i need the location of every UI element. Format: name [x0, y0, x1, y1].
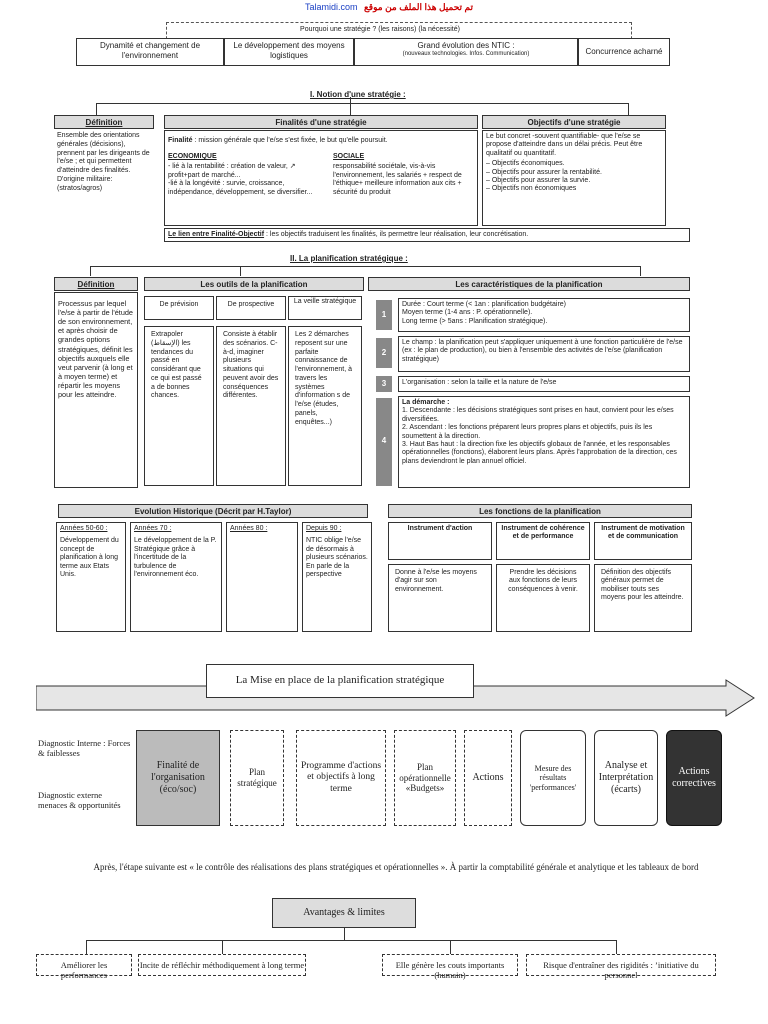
eco-text-2: -lié à la longévité : survie, croissance, indépendance, développement, se diversifier...	[168, 180, 313, 196]
finalite-text: : mission générale que l'e/se s'est fixée, le but qu'elle poursuit.	[192, 137, 388, 144]
objectifs-box	[482, 130, 666, 226]
outil-prospective-title: De prospective	[216, 296, 286, 320]
avantage-1: Améliorer les performances	[36, 954, 132, 976]
lien-label: Le lien entre Finalité-Objectif	[168, 231, 265, 238]
diagnostic-interne: Diagnostic Interne : Forces & faiblesses	[38, 738, 131, 759]
step-mesure: Mesure des résultats 'performances'	[520, 730, 586, 826]
reason-3: Grand évolution des NTIC : (nouveaux technologies. Infos. Communication)	[354, 38, 578, 66]
outil-prospective-text: Consiste à établir des scénarios. C-à-d, imaginer plusieurs situations qui peuvent avoir des conséquences différentes.	[216, 326, 286, 486]
evolution-1: Années 50-60 : Développement du concept de planification à long terme aux Etats Unis.	[56, 522, 126, 632]
finalites-header: Finalités d'une stratégie	[164, 115, 478, 129]
limite-2: Risque d'entraîner des rigidités : ’initiative du personnel	[526, 954, 716, 976]
limite-1: Elle génère les couts importants (humain)	[382, 954, 518, 976]
section1-title: I. Notion d'une stratégie :	[310, 90, 406, 99]
objectifs-intro: Le but concret -souvent quantifiable- que l'e/se se propose d'atteindre dans un délai précis. Peut être qualitatif ou quantitatif.	[486, 133, 643, 157]
step-analyse: Analyse et Interprétation (écarts)	[594, 730, 658, 826]
carac-num-2: 2	[376, 338, 392, 368]
site-header	[294, 2, 484, 13]
soc-title: SOCIALE	[333, 153, 365, 160]
outil-veille-text: Les 2 démarches reposent sur une parfaite connaissance de l'environnement, à travers les systèmes d'information s de l'e/se (études, panels, enquêtes...)	[288, 326, 362, 486]
step-actions: Actions	[464, 730, 512, 826]
objectif-item: – Objectifs économiques.	[486, 160, 565, 168]
outils-header: Les outils de la planification	[144, 277, 364, 291]
after-text: Après, l'étape suivante est « le contrôle des réalisations des plans stratégiques et opérationnelles ». À partir la comptabilité générale et analytique et les tableaux de bord	[93, 862, 699, 872]
soc-text: responsabilité sociétale, vis-à-vis l'environnement, les salariés + respect de l'éthique+ meilleure information aux cits + sécurité du produit	[333, 163, 462, 196]
section2-definition-text: Processus par lequel l'e/se à partir de l'étude de son environnement, et après choisir de grandes options stratégiques, définit les objectifs auxquels elle veut parvenir (à long et à moyen terme) et répartir les moyens pour les atteindre.	[54, 292, 138, 488]
eco-text-1: - lié à la rentabilité : création de valeur, ↗ profit+part de marché...	[168, 163, 296, 179]
step-finalite: Finalité de l'organisation (éco/soc)	[136, 730, 220, 826]
finalites-box	[164, 130, 478, 226]
step-plan-operationnel: Plan opérationnelle «Budgets»	[394, 730, 456, 826]
fonction-1-text: Donne à l'e/se les moyens d'agir sur son environnement.	[388, 564, 492, 632]
section2-title: II. La planification stratégique :	[290, 254, 408, 263]
site-name[interactable]: Talamidi.com	[304, 2, 358, 12]
diagnostic-externe: Diagnostic externe menaces & opportunités	[38, 790, 121, 811]
carac-4-box: La démarche : 1. Descendante : les décisions stratégiques sont prises en haut, convient pour les e/ses diversifiées. 2. Ascendant : les fonctions préparent leurs propres plans et objectifs, puis ils les soumettent à la direction. 3. Haut Bas haut : la direction fixe les objectifs globaux de l'année, et les responsables opérationnelles (fonctions), élaborent leurs plans. Après l'approbation de la direction, ces plans deviendront le plan annuel officiel.	[398, 396, 690, 488]
objectif-item: – Objectifs pour assurer la rentabilité.	[486, 168, 602, 176]
step-actions-correctives: Actions correctives	[666, 730, 722, 826]
evolution-4: Depuis 90 : NTIC oblige l'e/se de désormais à plusieurs scénarios. En parle de la perspective	[302, 522, 372, 632]
carac-num-4: 4	[376, 398, 392, 486]
carac-1-box: Durée : Court terme (< 1an : planification budgétaire) Moyen terme (1-4 ans : P. opérationnelle). Long terme (> 5ans : Planification stratégique).	[398, 298, 690, 332]
avantages-header: Avantages & limites	[272, 898, 416, 928]
reason-4: Concurrence acharné	[578, 38, 670, 66]
section1-definition-header: Définition	[54, 115, 154, 129]
fonctions-header: Les fonctions de la planification	[388, 504, 692, 518]
carac-2-box: Le champ : la planification peut s'appliquer uniquement à une fonction particulière de l'e/se (ex : le plan de production), ou bien à l'ensemble des activités de l'e/se (planification stratégique)	[398, 336, 690, 372]
intro-question: Pourquoi une stratégie ? (les raisons) (la nécessité)	[300, 26, 460, 33]
step-plan-strategique: Plan stratégique	[230, 730, 284, 826]
finalite-label: Finalité	[168, 137, 193, 144]
fonction-3-text: Définition des objectifs généraux permet de mobiliser touts ses moyens pour les atteindre.	[594, 564, 692, 632]
download-text: تم تحميل هذا الملف من موقع	[364, 2, 474, 12]
fonction-2-text: Prendre les décisions aux fonctions de leurs conséquences à venir.	[496, 564, 590, 632]
fonction-1-title: Instrument d'action	[388, 522, 492, 560]
evolution-2: Années 70 : Le développement de la P. Stratégique grâce à l'incertitude de la turbulence de l'environnement éco.	[130, 522, 222, 632]
eco-title: ECONOMIQUE	[168, 153, 217, 160]
carac-num-3: 3	[376, 376, 392, 392]
avantage-2: Incite de réfléchir méthodiquement à long terme	[138, 954, 306, 976]
outil-veille-title: La veille stratégique	[288, 296, 362, 320]
lien-box	[164, 228, 690, 242]
mise-en-place-banner: La Mise en place de la planification stratégique	[206, 664, 474, 698]
carac-num-1: 1	[376, 300, 392, 330]
evolution-3: Années 80 :	[226, 522, 298, 632]
evolution-header: Evolution Historique (Décrit par H.Taylor)	[58, 504, 368, 518]
lien-text: : les objectifs traduisent les finalités, ils permettre leur réalisation, leur concrétisation.	[264, 231, 529, 238]
step-programme: Programme d'actions et objectifs à long terme	[296, 730, 386, 826]
outil-prevision-text: Extrapoler (الإسقاط) les tendances du passé en considérant que ce qui est passé a de bonnes chances.	[144, 326, 214, 486]
fonction-3-title: Instrument de motivation et de communication	[594, 522, 692, 560]
section1-definition-text: Ensemble des orientations générales (décisions), prennent par les dirigeants de l'e/se ; et qui permettent d'atteindre des finalités. D'origine militaire:(stratos/agros)	[54, 130, 154, 226]
objectif-item: – Objectifs pour assurer la survie.	[486, 176, 591, 184]
objectifs-header: Objectifs d'une stratégie	[482, 115, 666, 129]
fonction-2-title: Instrument de cohérence et de performance	[496, 522, 590, 560]
section2-definition-header: Définition	[54, 277, 138, 291]
reason-2: Le développement des moyens logistiques	[224, 38, 354, 66]
carac-3-box: L'organisation : selon la taille et la nature de l'e/se	[398, 376, 690, 392]
outil-prevision-title: De prévision	[144, 296, 214, 320]
carac-header: Les caractéristiques de la planification	[368, 277, 690, 291]
objectif-item: – Objectifs non économiques	[486, 185, 577, 193]
reason-1: Dynamité et changement de l'environnement	[76, 38, 224, 66]
